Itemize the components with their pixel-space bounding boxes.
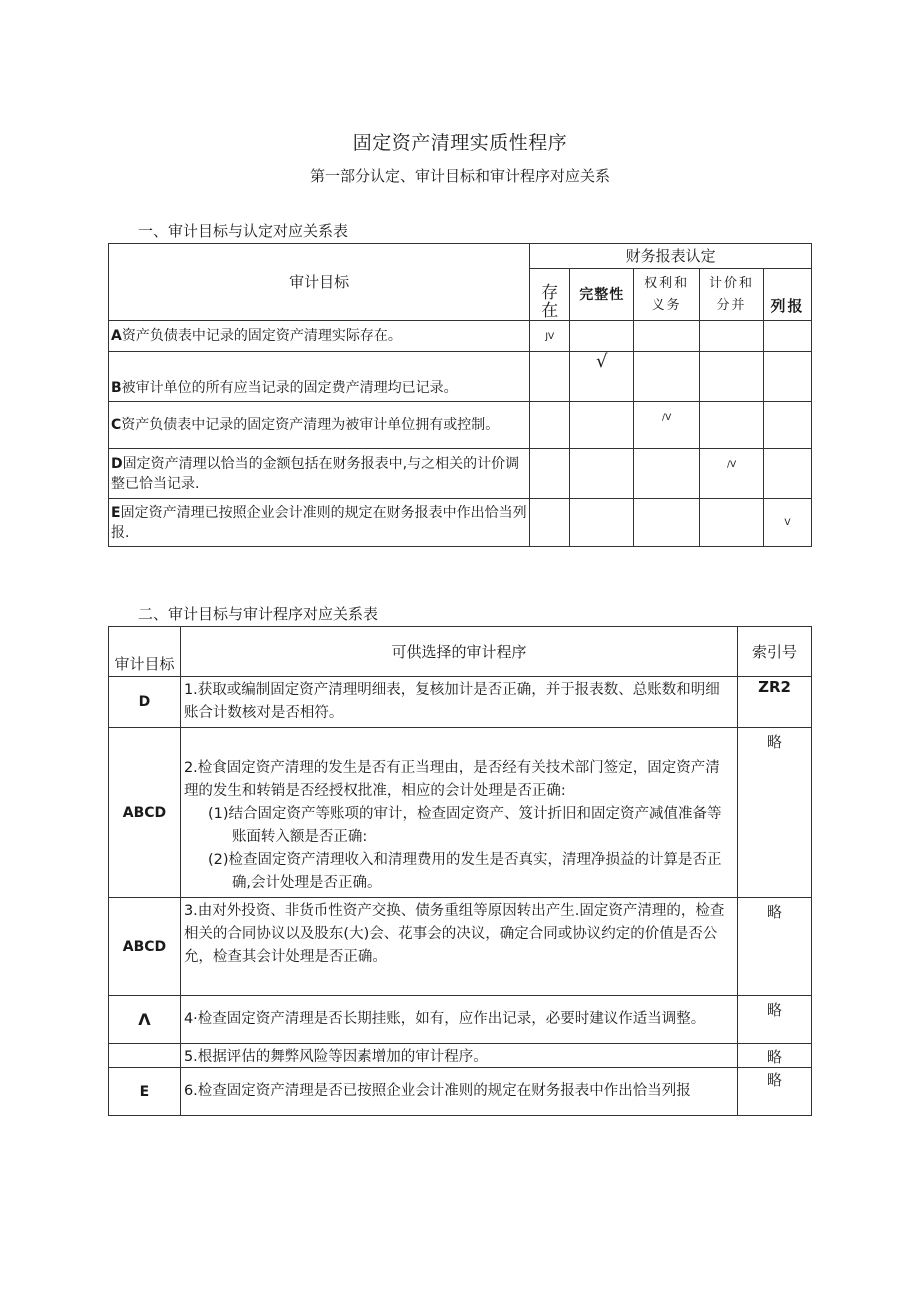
- goal-code: ABCD: [109, 898, 181, 996]
- index-ref: 略: [738, 898, 812, 996]
- procedure-text: 6.检查固定资产清理是否已按照企业会计准则的规定在财务报表中作出恰当列报: [180, 1068, 737, 1116]
- procedure-subitem: (1)结合固定资产等账项的审计，检查固定资产、笈计折旧和固定资产减值准备等账面转入额是否正确:: [207, 806, 722, 845]
- index-ref: 略: [738, 728, 812, 898]
- index-ref: ZR2: [738, 677, 812, 728]
- goal-code: Λ: [109, 996, 181, 1044]
- goal-letter: E: [111, 504, 121, 521]
- goal-header: 审计目标: [109, 244, 530, 321]
- table-row: [109, 352, 812, 402]
- table-row: [109, 1044, 812, 1068]
- goal-code: [109, 1044, 181, 1068]
- index-ref: 略: [738, 1044, 812, 1068]
- goal-letter: A: [111, 328, 122, 344]
- assertion-complete: 完整性: [570, 269, 634, 321]
- goal-letter: B: [111, 380, 122, 396]
- procedure-column-header: 可供选择的审计程序: [180, 627, 737, 677]
- goal-text: 固定资产清理已按照企业会计准则的规定在财务报表中作出恰当列报.: [111, 504, 527, 541]
- table-row: [109, 499, 812, 547]
- assertion-exist: 存 在: [530, 269, 570, 321]
- section1-heading: 一、审计目标与认定对应关系表: [138, 222, 349, 240]
- goal-code: ABCD: [109, 728, 181, 898]
- goal-letter: C: [111, 417, 122, 433]
- procedure-text: 4·检查固定资产清理是否长期挂账，如有，应作出记录，必要时建议作适当调整。: [180, 996, 737, 1044]
- procedure-text: 2.检食固定资产清理的发生是否有正当理由，是否经有关技术部门签定，固定资产清理的发生和转销是否经授权批准，相应的会计处理是否正确:: [183, 760, 720, 799]
- procedure-text: 5.根据评估的舞弊风险等因素增加的审计程序。: [180, 1044, 737, 1068]
- assertion-table: [108, 243, 812, 547]
- check-mark: /V: [634, 402, 700, 449]
- index-ref: 略: [738, 1068, 812, 1116]
- assertion-present: 列报: [764, 269, 812, 321]
- check-mark: JV: [530, 321, 570, 352]
- assertion-valuation: 计价和 分并: [700, 269, 764, 321]
- table-row: [109, 321, 812, 352]
- procedure-text: 3.由对外投资、非货币性资产交换、债务重组等原因转出产生.固定资产清理的，检查相关的合同协议以及股东(大)会、花事会的决议，确定合同或协议约定的价值是否公允，检查其会计处理是否正确。: [180, 898, 737, 996]
- table-row: [109, 898, 812, 996]
- goal-text: 资产负债表中记录的固定资产清理实际存在。: [121, 328, 402, 344]
- goal-text: 固定资产清理以恰当的金额包括在财务报表中,与之相关的计价调整已恰当记录.: [111, 455, 520, 492]
- section2-heading: 二、审计目标与审计程序对应关系表: [138, 605, 379, 623]
- procedure-subitem: (2)检查固定资产清理收入和清理费用的发生是否真实，清理净损益的计算是否正确,会计处理是否正确。: [207, 852, 722, 891]
- goal-column-header: 审计目标: [109, 627, 181, 677]
- assertion-group-header: 财务报表认定: [530, 244, 812, 269]
- table-row: [109, 402, 812, 449]
- table-row: [109, 1068, 812, 1116]
- check-mark: /V: [700, 449, 764, 499]
- assertion-rights: 权利和 义务: [634, 269, 700, 321]
- table-row: [109, 677, 812, 728]
- goal-letter: D: [111, 455, 123, 472]
- table-row: [109, 728, 812, 898]
- table-row: [109, 449, 812, 499]
- check-mark: V: [764, 499, 812, 547]
- procedure-table: [108, 626, 812, 1116]
- table-row: [109, 996, 812, 1044]
- index-column-header: 索引号: [738, 627, 812, 677]
- document-subtitle: 第一部分认定、审计目标和审计程序对应关系: [309, 167, 610, 185]
- goal-code: D: [109, 677, 181, 728]
- goal-code: E: [109, 1068, 181, 1116]
- document-title: 固定资产清理实质性程序: [352, 132, 568, 154]
- goal-text: 被审计单位的所有应当记录的固定费产清理均已记录。: [121, 380, 458, 396]
- procedure-text: 1.获取或编制固定资产清理明细表，复核加计是否正确，并于报表数、总账数和明细账合计数核对是否相符。: [180, 677, 737, 728]
- check-mark: √: [570, 352, 634, 402]
- goal-text: 资产负债表中记录的固定资产清理为被审计单位拥有或控制。: [121, 417, 500, 433]
- index-ref: 略: [738, 996, 812, 1044]
